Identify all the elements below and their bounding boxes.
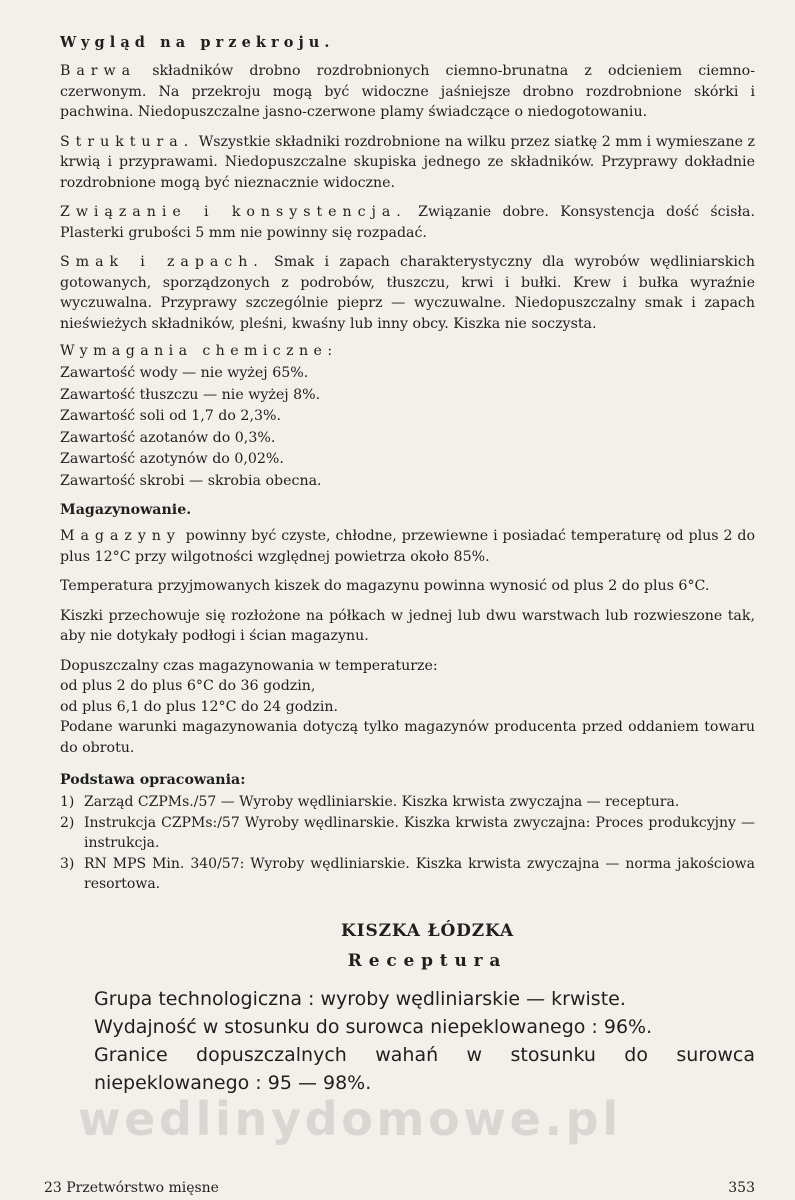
basis-item-text: Instrukcja CZPMs:/57 Wyroby wędlinarskie. Kiszka krwista zwyczajna: Proces produkcyjny — instrukcja.	[84, 814, 755, 851]
section-title: KISZKA ŁÓDZKA	[341, 920, 514, 941]
recipe-line-1: Grupa technologiczna : wyroby wędliniarskie — krwiste.	[94, 987, 626, 1010]
page-footer	[44, 1180, 755, 1196]
taste-lead: Smak i zapach.	[60, 254, 264, 270]
basis-item	[60, 854, 755, 895]
section-subtitle: Receptura	[347, 950, 508, 971]
recipe-line-3: Granice dopuszczalnych wahań w stosunku do surowca niepeklowanego : 95 — 98%.	[94, 1043, 755, 1094]
chemical-heading: Wymagania chemiczne:	[60, 343, 338, 359]
structure-lead: Struktura.	[60, 133, 195, 150]
storage-paragraph-1	[60, 526, 755, 567]
chemical-line: Zawartość soli od 1,7 do 2,3%.	[60, 408, 281, 424]
color-lead: Barwa	[60, 63, 137, 79]
chemical-line: Zawartość azotynów do 0,02%.	[60, 451, 284, 467]
storage-time-line: Dopuszczalny czas magazynowania w temperaturze:	[60, 657, 438, 674]
basis-item-text: Zarząd CZPMs./57 — Wyroby wędliniarskie. Kiszka krwista zwyczajna — receptura.	[84, 794, 680, 810]
chemical-list	[60, 363, 755, 492]
basis-heading: Podstawa opracowania:	[60, 772, 246, 788]
chemical-line: Zawartość azotanów do 0,3%.	[60, 429, 276, 446]
storage-paragraph-5: Podane warunki magazynowania dotyczą tylko magazynów producenta przed oddaniem towaru do obrotu.	[60, 719, 755, 756]
basis-item	[60, 792, 755, 813]
basis-item-number: 1)	[60, 794, 75, 810]
storage-lead: Magazyny	[60, 528, 181, 544]
structure-text: Wszystkie składniki rozdrobnione na wilku przez siatkę 2 mm i wymieszane z krwią i przyprawami. Niedopuszczalne skupiska jednego ze składników. Przyprawy dokładnie rozdrobnione mogą być nieznacznie widoczne.	[60, 133, 755, 191]
taste-text: Smak i zapach charakterystyczny dla wyrobów wędliniarskich gotowanych, sporządzonych z podrobów, tłuszczu, krwi i bułki. Krew i bułka wyraźnie wyczuwalna. Przyprawy szczególnie pieprz — wyczuwalne. Niedopuszczalny smak i zapach nieświeżych składników, pleśni, kwaśny lub inny obcy. Kiszka nie soczysta.	[60, 254, 755, 332]
color-paragraph	[60, 61, 755, 123]
chemical-line: Zawartość wody — nie wyżej 65%.	[60, 365, 309, 381]
watermark: wedlinydomowe.pl	[78, 1092, 622, 1146]
cross-section-heading: Wygląd na przekroju.	[60, 34, 335, 51]
basis-item-number: 3)	[60, 855, 75, 872]
basis-item	[60, 813, 755, 854]
structure-paragraph	[60, 132, 755, 194]
chemical-line: Zawartość skrobi — skrobia obecna.	[60, 472, 322, 489]
basis-item-text: RN MPS Min. 340/57: Wyroby wędliniarskie. Kiszka krwista zwyczajna — norma jakościowa resortowa.	[84, 855, 755, 892]
binding-lead: Związanie i konsystencja.	[60, 204, 407, 220]
chemical-line: Zawartość tłuszczu — nie wyżej 8%.	[60, 386, 321, 403]
taste-paragraph	[60, 252, 755, 334]
footer-label: 23 Przetwórstwo mięsne	[44, 1180, 219, 1196]
binding-paragraph	[60, 202, 755, 243]
recipe-line-2: Wydajność w stosunku do surowca niepeklowanego : 96%.	[94, 1015, 653, 1038]
page-number: 353	[728, 1180, 755, 1196]
storage-times	[60, 656, 755, 718]
basis-list	[60, 792, 755, 895]
binding-text: Związanie dobre. Konsystencja dość ścisła. Plasterki grubości 5 mm nie powinny się rozpadać.	[60, 204, 755, 241]
storage-time-line: od plus 2 do plus 6°C do 36 godzin,	[60, 678, 316, 694]
basis-item-number: 2)	[60, 814, 75, 831]
storage-heading: Magazynowanie.	[60, 502, 192, 518]
storage-text-1: powinny być czyste, chłodne, przewiewne i posiadać temperaturę od plus 2 do plus 12°C przy wilgotności względnej powietrza około 85%.	[60, 528, 755, 565]
storage-paragraph-3: Kiszki przechowuje się rozłożone na półkach w jednej lub dwu warstwach lub rozwieszone tak, aby nie dotykały podłogi i ścian magazynu.	[60, 607, 755, 644]
storage-paragraph-2: Temperatura przyjmowanych kiszek do magazynu powinna wynosić od plus 2 do plus 6°C.	[60, 578, 710, 594]
storage-time-line: od plus 6,1 do plus 12°C do 24 godzin.	[60, 698, 339, 715]
color-text: składników drobno rozdrobnionych ciemno-brunatna z odcieniem ciemno-czerwonym. Na przekroju mogą być widoczne jaśniejsze drobno rozdrobnione skórki i pachwina. Niedopuszczalne jasno-czerwone plamy świadczące o niedogotowaniu.	[60, 63, 755, 120]
